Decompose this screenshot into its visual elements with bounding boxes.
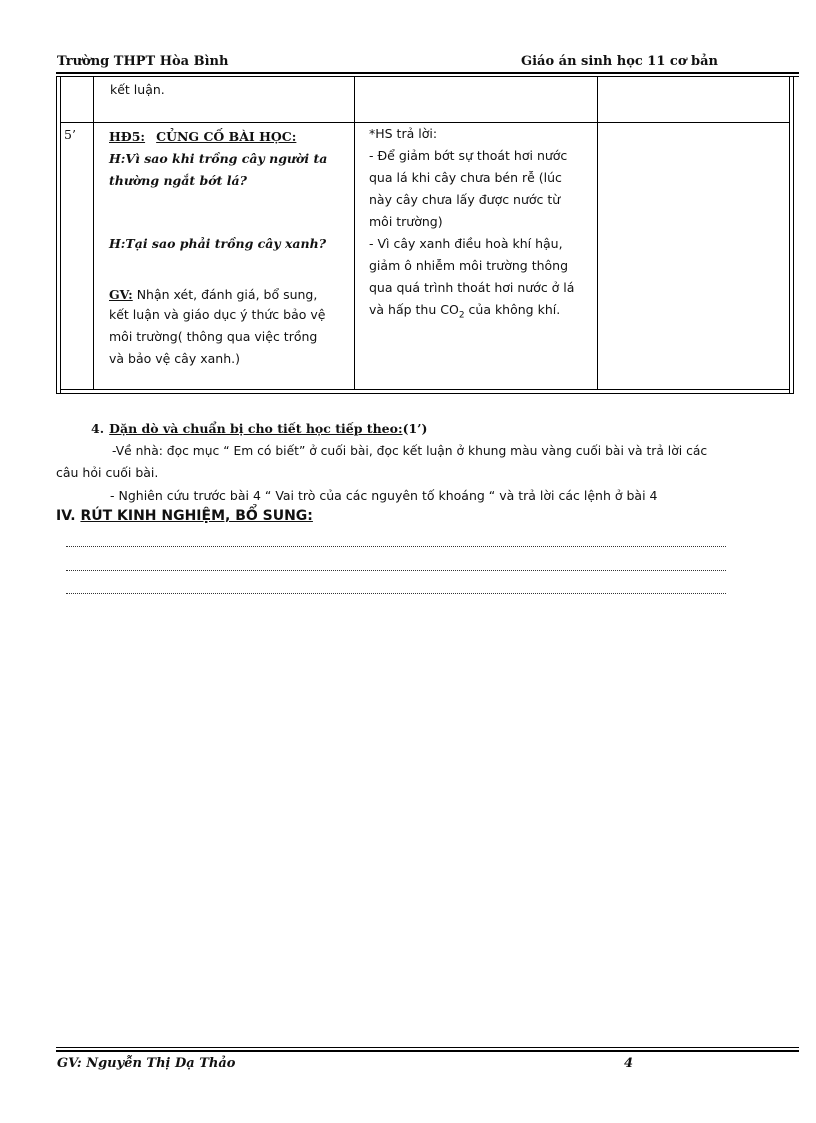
question-1-line-2: thường ngắt bớt lá? [109, 173, 247, 188]
gv-line-2: kết luận và giáo dục ý thức bảo vệ [109, 307, 326, 322]
header-rule-thin [56, 76, 799, 77]
school-name: Trường THPT Hòa Bình [57, 54, 229, 69]
gv-line-1: Nhận xét, đánh giá, bổ sung, [132, 287, 318, 302]
notes-line-3 [66, 593, 726, 595]
hs-line-4: này cây chưa lấy được nước từ [369, 192, 561, 207]
hs-line-1: *HS trả lời: [369, 126, 438, 141]
teacher-name: GV: Nguyễn Thị Dạ Thảo [57, 1056, 236, 1071]
section-iv-number: IV. [56, 508, 76, 524]
section-iv-heading [56, 508, 313, 524]
footer-rule-thick [56, 1050, 799, 1052]
activity-label: HĐ5: [109, 129, 146, 144]
gv-line-3: môi trường( thông qua việc trồng [109, 329, 318, 344]
question-2: H:Tại sao phải trồng cây xanh? [109, 236, 327, 251]
header-rule-thick [56, 72, 799, 74]
table-col-divider-1 [93, 77, 94, 390]
hs-line-2: - Để giảm bớt sự thoát hơi nước [369, 148, 568, 163]
subject-title: Giáo án sinh học 11 cơ bản [521, 54, 719, 69]
section-4-number: 4. [91, 421, 105, 436]
hs-line-9 [369, 299, 594, 327]
hs-line-8: qua quá trình thoát hơi nước ở lá [369, 280, 575, 295]
co2-subscript: 2 [458, 310, 465, 321]
section-4-duration: (1’) [402, 421, 428, 436]
section-iv-title: RÚT KINH NGHIỆM, BỔ SUNG: [80, 508, 313, 524]
time-cell: 5’ [64, 127, 76, 142]
hs-line-6: - Vì cây xanh điều hoà khí hậu, [369, 236, 563, 251]
table-border-left-inner [60, 77, 61, 394]
table-border-right-inner [789, 77, 790, 394]
table-border-left-outer [56, 77, 57, 394]
student-response-cell [369, 123, 594, 327]
question-1-line-1: H:Vì sao khi trồng cây người ta [109, 151, 328, 166]
section-4-title: Dặn dò và chuẩn bị cho tiết học tiếp theo: [109, 421, 403, 436]
table-col-divider-3 [597, 77, 598, 390]
table-border-bottom-inner [60, 389, 789, 390]
hs-line-5: môi trường) [369, 214, 443, 229]
section-4-heading [91, 418, 427, 437]
page-number: 4 [624, 1056, 634, 1071]
activity-title: CỦNG CỐ BÀI HỌC: [156, 129, 297, 144]
table-border-right-outer [793, 77, 794, 394]
table-col-divider-2 [354, 77, 355, 390]
section-4-line-1: -Về nhà: đọc mục “ Em có biết” ở cuối bài, đọc kết luận ở khung màu vàng cuối bài và trả lời các [112, 444, 708, 458]
notes-line-1 [66, 546, 726, 548]
footer-rule-thin [56, 1047, 799, 1048]
section-4-line-3: - Nghiên cứu trước bài 4 “ Vai trò của các nguyên tố khoáng “ và trả lời các lệnh ở bài 4 [110, 488, 658, 503]
section-4-line-2: câu hỏi cuối bài. [56, 465, 159, 480]
table-border-bottom-outer [56, 393, 794, 394]
hs-line-3: qua lá khi cây chưa bén rễ (lúc [369, 170, 562, 185]
hs-line-9-text: và hấp thu CO [369, 302, 459, 317]
gv-label: GV: [109, 287, 133, 302]
hs-line-9-tail: của không khí. [464, 302, 561, 317]
hs-line-7: giảm ô nhiễm môi trường thông [369, 258, 569, 273]
gv-line-4: và bảo vệ cây xanh.) [109, 351, 240, 366]
prev-row-text: kết luận. [110, 82, 165, 97]
activity-cell [109, 126, 351, 366]
notes-line-2 [66, 570, 726, 572]
